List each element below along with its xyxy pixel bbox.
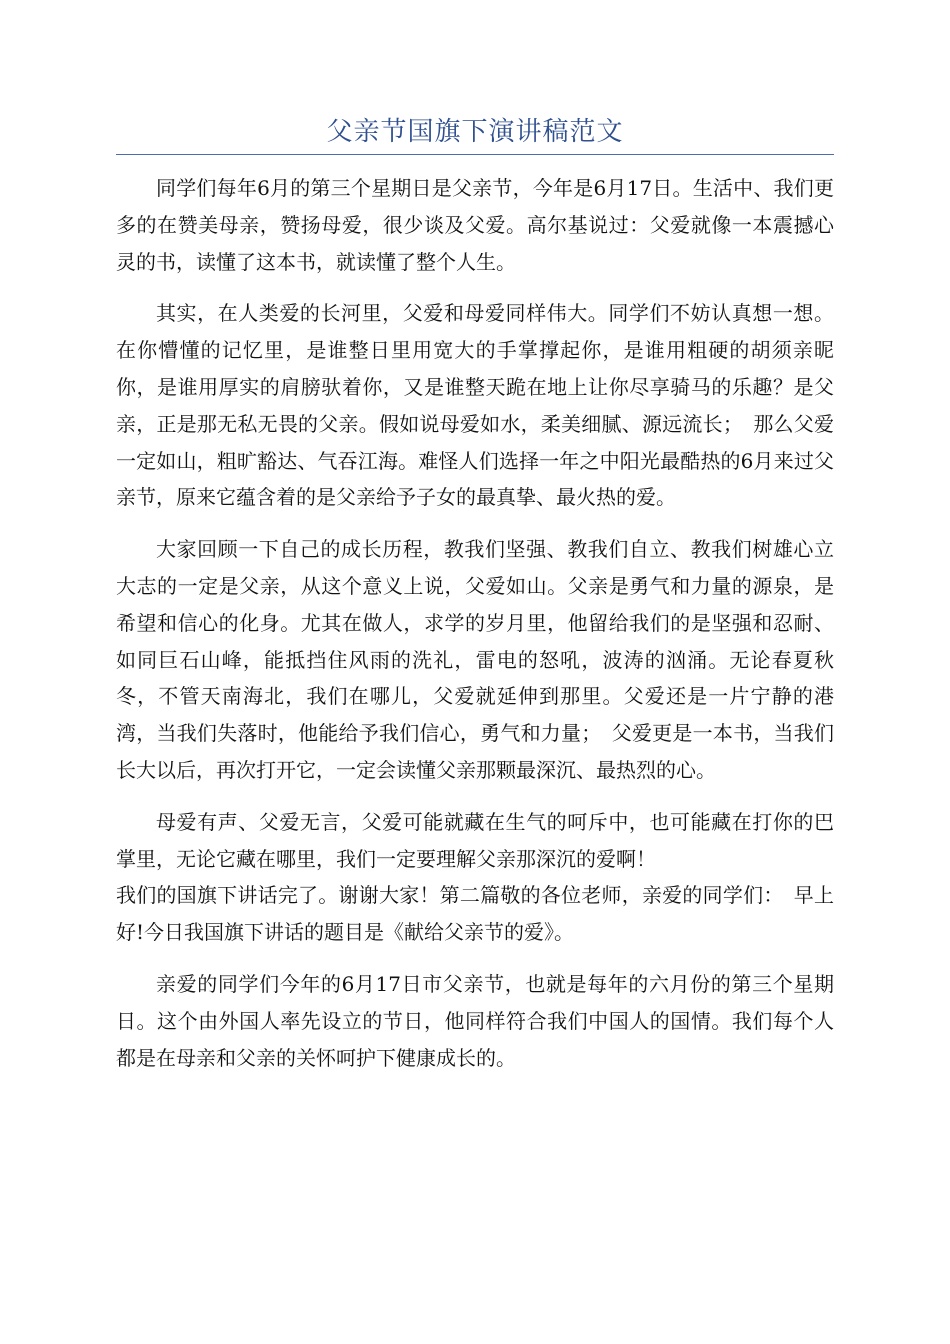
- paragraph: 其实，在人类爱的长河里，父爱和母爱同样伟大。同学们不妨认真想一想。在你懵懂的记忆里，是谁整日里用宽大的手掌撑起你，是谁用粗硬的胡须亲昵你，是谁用厚实的肩膀驮着你，又是谁整天跪在地上让你尽享骑马的乐趣？是父亲，正是那无私无畏的父亲。假如说母爱如水，柔美细腻、源远流长； 那么父爱一定如山，粗旷豁达、气吞江海。难怪人们选择一年之中阳光最酷热的6月来过父亲节，原来它蕴含着的是父亲给予子女的最真挚、最火热的爱。: [116, 301, 834, 510]
- paragraph: 我们的国旗下讲话完了。谢谢大家！第二篇敬的各位老师，亲爱的同学们： 早上好!今日我国旗下讲话的题目是《献给父亲节的爱》。: [116, 883, 834, 945]
- document-title: 父亲节国旗下演讲稿范文: [326, 117, 624, 147]
- document-body: [116, 170, 834, 1091]
- title-underline: [116, 154, 834, 155]
- paragraph: 大家回顾一下自己的成长历程，教我们坚强、教我们自立、教我们树雄心立大志的一定是父亲，从这个意义上说，父爱如山。父亲是勇气和力量的源泉，是希望和信心的化身。尤其在做人，求学的岁月里，他留给我们的是坚强和忍耐、如同巨石山峰，能抵挡住风雨的洗礼，雷电的怒吼，波涛的汹涌。无论春夏秋冬，不管天南海北，我们在哪儿，父爱就延伸到那里。父爱还是一片宁静的港湾，当我们失落时，他能给予我们信心，勇气和力量； 父爱更是一本书，当我们长大以后，再次打开它，一定会读懂父亲那颗最深沉、最热烈的心。: [116, 537, 834, 782]
- paragraph: 同学们每年6月的第三个星期日是父亲节，今年是6月17日。生活中、我们更多的在赞美母亲，赞扬母爱，很少谈及父爱。高尔基说过：父爱就像一本震撼心灵的书，读懂了这本书，就读懂了整个人生。: [116, 176, 834, 274]
- paragraph: 亲爱的同学们今年的6月17日市父亲节，也就是每年的六月份的第三个星期日。这个由外国人率先设立的节日，他同样符合我们中国人的国情。我们每个人都是在母亲和父亲的关怀呵护下健康成长的。: [116, 971, 834, 1070]
- paragraph: 母爱有声、父爱无言，父爱可能就藏在生气的呵斥中，也可能藏在打你的巴掌里，无论它藏在哪里，我们一定要理解父亲那深沉的爱啊！: [116, 809, 834, 871]
